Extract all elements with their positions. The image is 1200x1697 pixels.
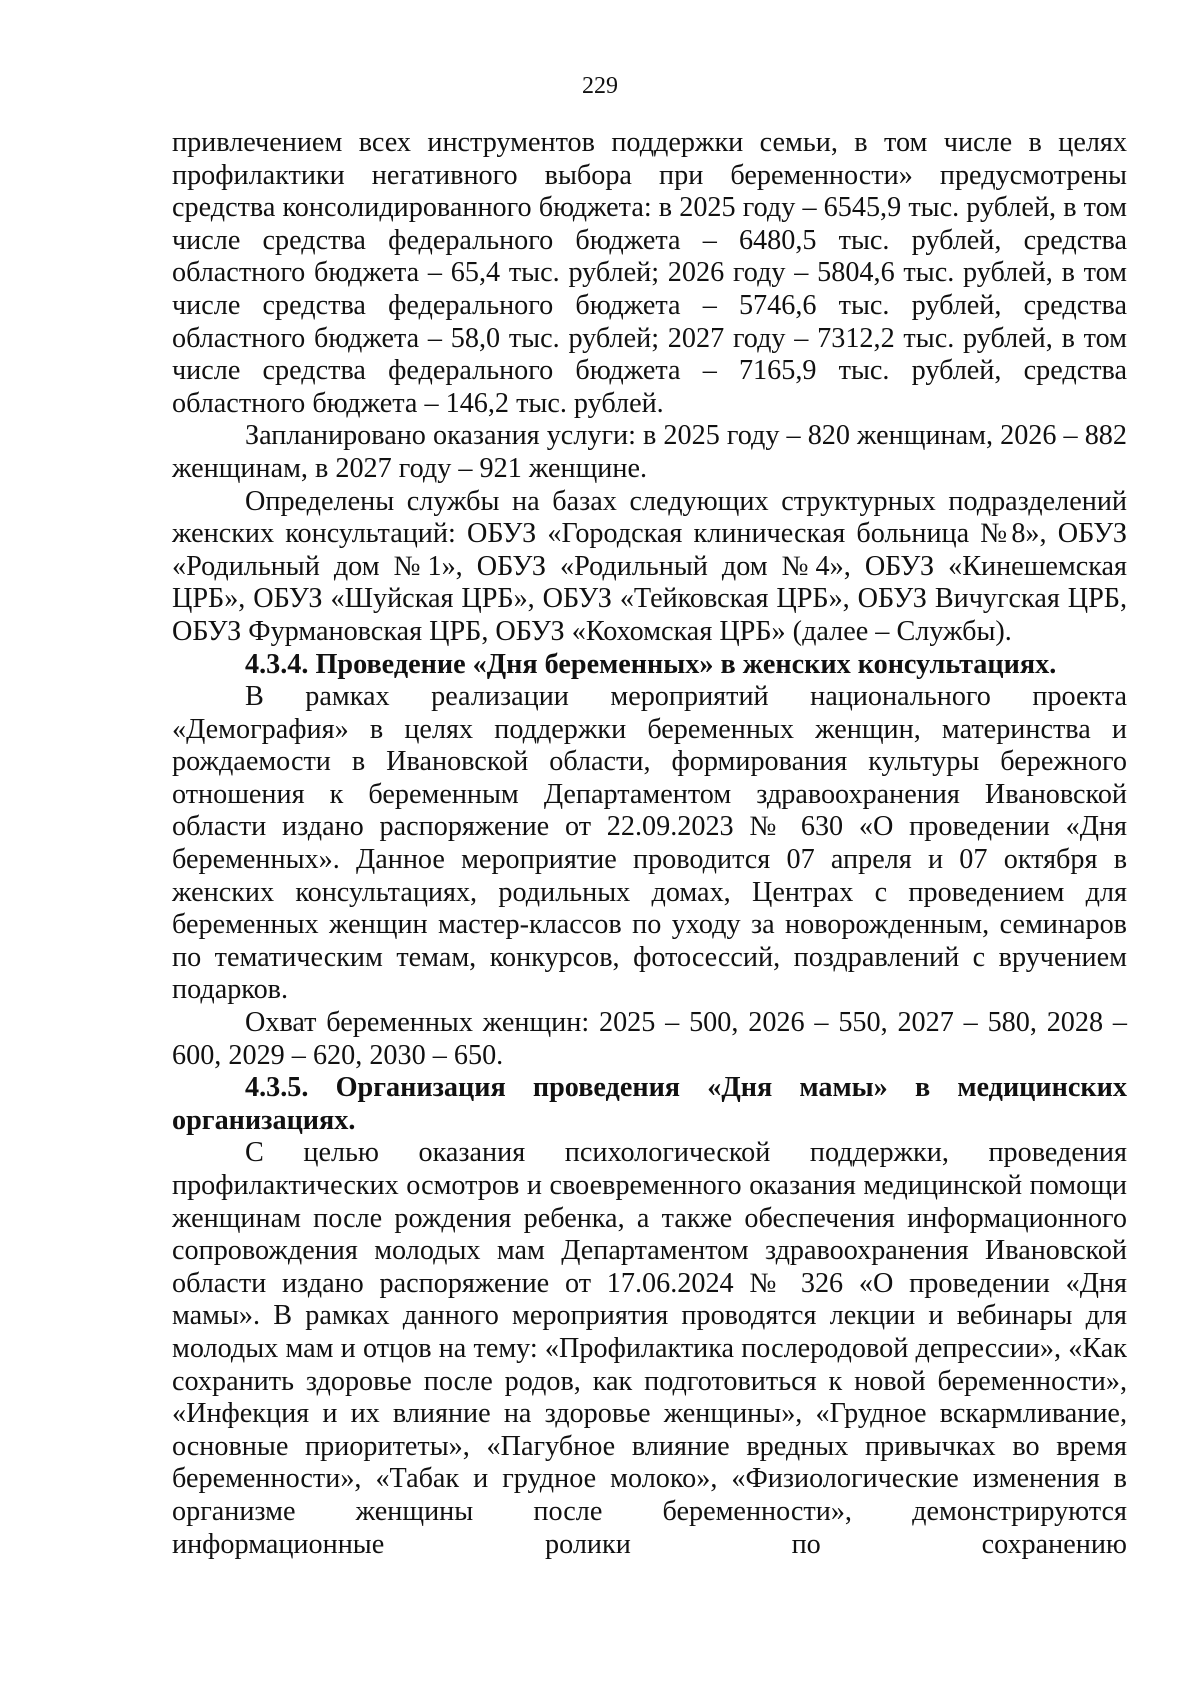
section-heading-4-3-4: 4.3.4. Проведение «Дня беременных» в женских консультациях. xyxy=(245,648,1057,680)
section-heading-4-3-5: 4.3.5. Организация проведения «Дня мамы» в медицинских организациях. xyxy=(172,1072,1127,1136)
body-text xyxy=(172,127,1127,1561)
paragraph-pregnant-day: В рамках реализации мероприятий национального проекта «Демография» в целях поддержки беременных женщин, материнства и рождаемости в Ивановской области, формирования культуры бережного отношения к беременным Департаментом здравоохранения Ивановской области издано распоряжение от 22.09.2023 № 630 «О проведении «Дня беременных». Данное мероприятие проводится 07 апреля и 07 октября в женских консультациях, родильных домах, Центрах с проведением для беременных женщин мастер-классов по уходу за новорожденным, семинаров по тематическим темам, конкурсов, фотосессий, поздравлений с вручением подарков. xyxy=(172,681,1127,1006)
paragraph-coverage: Охват беременных женщин: 2025 – 500, 2026 – 550, 2027 – 580, 2028 – 600, 2029 – 620, 2030 – 650. xyxy=(172,1007,1127,1071)
paragraph-budget-continuation: привлечением всех инструментов поддержки семьи, в том числе в целях профилактики негативного выбора при беременности» предусмотрены средства консолидированного бюджета: в 2025 году – 6545,9 тыс. рублей, в том числе средства федерального бюджета – 6480,5 тыс. рублей, средства областного бюджета – 65,4 тыс. рублей; 2026 году – 5804,6 тыс. рублей, в том числе средства федерального бюджета – 5746,6 тыс. рублей, средства областного бюджета – 58,0 тыс. рублей; 2027 году – 7312,2 тыс. рублей, в том числе средства федерального бюджета – 7165,9 тыс. рублей, средства областного бюджета – 146,2 тыс. рублей. xyxy=(172,127,1127,419)
paragraph-planned-services: Запланировано оказания услуги: в 2025 году – 820 женщинам, 2026 – 882 женщинам, в 2027 году – 921 женщине. xyxy=(172,420,1127,484)
page-number: 229 xyxy=(582,73,618,99)
paragraph-mother-day: С целью оказания психологической поддержки, проведения профилактических осмотров и своевременного оказания медицинской помощи женщинам после рождения ребенка, а также обеспечения информационного сопровождения молодых мам Департаментом здравоохранения Ивановской области издано распоряжение от 17.06.2024 № 326 «О проведении «Дня мамы». В рамках данного мероприятия проводятся лекции и вебинары для молодых мам и отцов на тему: «Профилактика послеродовой депрессии», «Как сохранить здоровье после родов, как подготовиться к новой беременности», «Инфекция и их влияние на здоровье женщины», «Грудное вскармливание, основные приоритеты», «Пагубное влияние вредных привычках во время беременности», «Табак и грудное молоко», «Физиологические изменения в организме женщины после беременности», демонстрируются информационные ролики по сохранению xyxy=(172,1137,1127,1560)
paragraph-services-list: Определены службы на базах следующих структурных подразделений женских консультаций: ОБУЗ «Городская клиническая больница №8», ОБУЗ «Родильный дом №1», ОБУЗ «Родильный дом №4», ОБУЗ «Кинешемская ЦРБ», ОБУЗ «Шуйская ЦРБ», ОБУЗ «Тейковская ЦРБ», ОБУЗ Вичугская ЦРБ, ОБУЗ Фурмановская ЦРБ, ОБУЗ «Кохомская ЦРБ» (далее – Службы). xyxy=(172,485,1127,647)
